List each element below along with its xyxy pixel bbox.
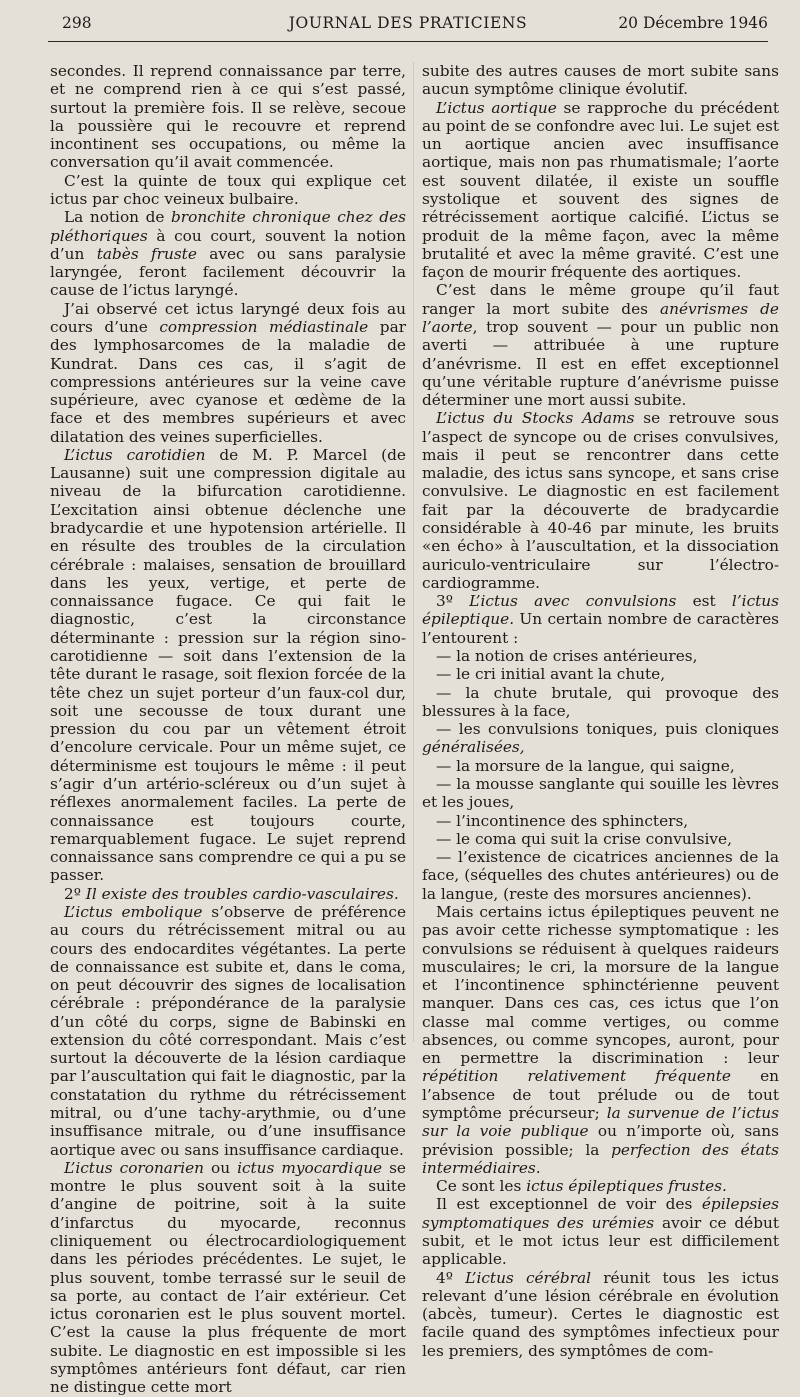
left-paragraph: L’ictus coronarien ou ictus myocardique se montre le plus souvent soit à la suite d’angine de poitrine, soit à la suite d’infarctus du myocarde, reconnus cliniquement ou électrocardiologiquement dans les périodes précédentes. Le sujet, le plus souvent, tombe terrassé sur le seuil de sa porte, au contact de l’air extérieur. Cet ictus coronarien est le plus souvent mortel. C’est la cause la plus fréquente de mort subite. Le diagnostic en est impossible si les symptômes antérieurs font défaut, car rien ne distingue cette mort — [50, 1158, 406, 1397]
right-paragraph: 3º L’ictus avec convulsions est l’ictus épileptique. Un certain nombre de caractères l’entourent : — [422, 592, 779, 647]
right-paragraph: L’ictus du Stocks Adams se retrouve sous l’aspect de syncope ou de crises convulsives, mais il peut se rencontrer dans cette maladie, des ictus sans syncope, et sans crise convulsive. Le diagnostic en est facilement fait par la découverte de bradycardie considérable à 40-46 par minute, les bruits «en écho» à l’auscultation, et la dissociation auriculo-ventriculaire sur l’électro-cardiogramme. — [422, 409, 779, 592]
right-paragraph: subite des autres causes de mort subite sans aucun symptôme clinique évolutif. — [422, 62, 779, 99]
running-header — [48, 14, 768, 38]
left-paragraph: secondes. Il reprend connaissance par terre, et ne comprend rien à ce qui s’est passé, surtout la première fois. Il se relève, secoue la poussière qui le recouvre et reprend incontinent ses occupations, ou même la conversation qu’il avait commencée. — [50, 62, 406, 172]
right-paragraph: — la chute brutale, qui provoque des blessures à la face, — [422, 683, 779, 720]
journal-title: JOURNAL DES PRATICIENS — [288, 14, 528, 32]
header-rule — [48, 41, 768, 42]
right-paragraph: 4º L’ictus cérébral réunit tous les ictus relevant d’une lésion cérébrale en évolution (abcès, tumeur). Certes le diagnostic est facile quand des symptômes infectieux pour les premiers, des symptômes de com- — [422, 1268, 779, 1360]
left-paragraph: L’ictus carotidien de M. P. Marcel (de Lausanne) suit une compression digitale au niveau de la bifurcation carotidienne. L’excitation ainsi obtenue déclenche une bradycardie et une hypotension artérielle. Il en résulte des troubles de la circulation cérébrale : malaises, sensation de brouillard dans les yeux, vertige, et perte de connaissance fugace. Ce qui fait le diagnostic, c’est la circonstance déterminante : pression sur la région sino-carotidienne — soit dans l’extension de la tête durant le rasage, soit flexion forcée de la tête chez un sujet porteur d’un faux-col dur, soit une secousse de toux durant une pression du cou par un vêtement étroit d’encolure cervicale. Pour un même sujet, ce déterminisme est toujours le même : il peut s’agir d’un artério-scléreux ou d’un sujet à réflexes anormalement faciles. La perte de connaissance est toujours courte, remarquablement fugace. Le sujet reprend connaissance sans comprendre ce qui a pu se passer. — [50, 445, 406, 885]
right-paragraph: — la mousse sanglante qui souille les lèvres et les joues, — [422, 774, 779, 812]
left-paragraph: J’ai observé cet ictus laryngé deux fois au cours d’une compression médiastinale par des lymphosarcomes de la maladie de Kundrat. Dans ces cas, il s’agit de compressions antérieures sur la veine cave supérieure, avec cyanose et œdème de la face et des membres supérieurs et avec dilatation des veines superficielles. — [50, 299, 407, 446]
right-paragraph: — l’incontinence des sphincters, — [436, 811, 689, 830]
right-paragraph: — le coma qui suit la crise convulsive, — [436, 829, 732, 848]
right-paragraph: — le cri initial avant la chute, — [436, 665, 666, 684]
left-paragraph: L’ictus embolique s’observe de préférence au cours du rétrécissement mitral ou au cours des endocardites végétantes. La perte de connaissance est subite et, dans le coma, on peut découvrir des signes de localisation cérébrale : prépondérance de la paralysie d’un côté du corps, signe de Babinski en extension du côté correspondant. Mais c’est surtout la découverte de la lésion cardiaque par l’auscultation qui fait le diagnostic, par la constatation du rythme du rétrécissement mitral, ou d’une tachy-arythmie, ou d’une insuffisance mitrale, ou d’une insuffisance aortique avec ou sans insuffisance cardiaque. — [50, 902, 406, 1159]
left-column — [50, 62, 407, 1397]
right-paragraph: L’ictus aortique se rapproche du précédent au point de se confondre avec lui. Le sujet est un aortique ancien avec insuffisance aortique, mais non pas rhumatismale; l’aorte est souvent dilatée, il existe un souffle systolique et souvent des signes de rétrécissement aortique calcifié. L’ictus se produit de la même façon, avec la même brutalité et avec la même gravité. C’est une façon de mourir fréquente des aortiques. — [422, 98, 779, 282]
right-paragraph: Mais certains ictus épileptiques peuvent ne pas avoir cette richesse symptomatique : les convulsions se réduisent à quelques raideurs musculaires; le cri, la morsure de la langue et l’incontinence sphinctérienne peuvent manquer. Dans ces cas, ces ictus que l’on classe mal comme vertiges, ou comme absences, ou comme syncopes, auront, pour en permettre la discrimination : leur répétition relativement fréquente en l’absence de tout prélude ou de tout symptôme précurseur; la survenue de l’ictus sur la voie publique ou n’importe où, sans prévision possible; la perfection des états intermédiaires. — [422, 902, 780, 1177]
right-paragraph: — la notion de crises antérieures, — [436, 647, 698, 665]
page-number: 298 — [62, 14, 92, 32]
left-paragraph: C’est la quinte de toux qui explique cet ictus par choc veineux bulbaire. — [50, 171, 406, 208]
left-paragraph: La notion de bronchite chronique chez des pléthoriques à cou court, souvent la notion d’un tabès fruste avec ou sans paralysie laryngée, feront facilement découvrir la cause de l’ictus laryngé. — [50, 208, 406, 300]
left-paragraph: 2º Il existe des troubles cardio-vasculaires. — [64, 884, 399, 903]
right-paragraph: — la morsure de la langue, qui saigne, — [436, 756, 735, 775]
right-paragraph: — l’existence de cicatrices anciennes de la face, (séquelles des chutes antérieures) ou de la langue, (reste des morsures anciennes). — [422, 848, 779, 903]
right-paragraph: Il est exceptionnel de voir des épilepsies symptomatiques des urémies avoir ce début subit, et le mot ictus leur est difficilement applicable. — [422, 1195, 779, 1269]
right-paragraph: Ce sont les ictus épileptiques frustes. — [436, 1177, 727, 1196]
right-paragraph: — les convulsions toniques, puis cloniques généralisées, — [422, 720, 779, 757]
issue-date: 20 Décembre 1946 — [618, 14, 768, 32]
column-divider — [413, 62, 414, 1042]
right-paragraph: C’est dans le même groupe qu’il faut ranger la mort subite des anévrismes de l’aorte, trop souvent — pour un public non averti — attribuée à une rupture d’anévrisme. Il est en effet exceptionnel qu’une véritable rupture d’anévrisme puisse déterminer une mort aussi subite. — [422, 281, 779, 410]
right-column — [422, 62, 780, 1360]
